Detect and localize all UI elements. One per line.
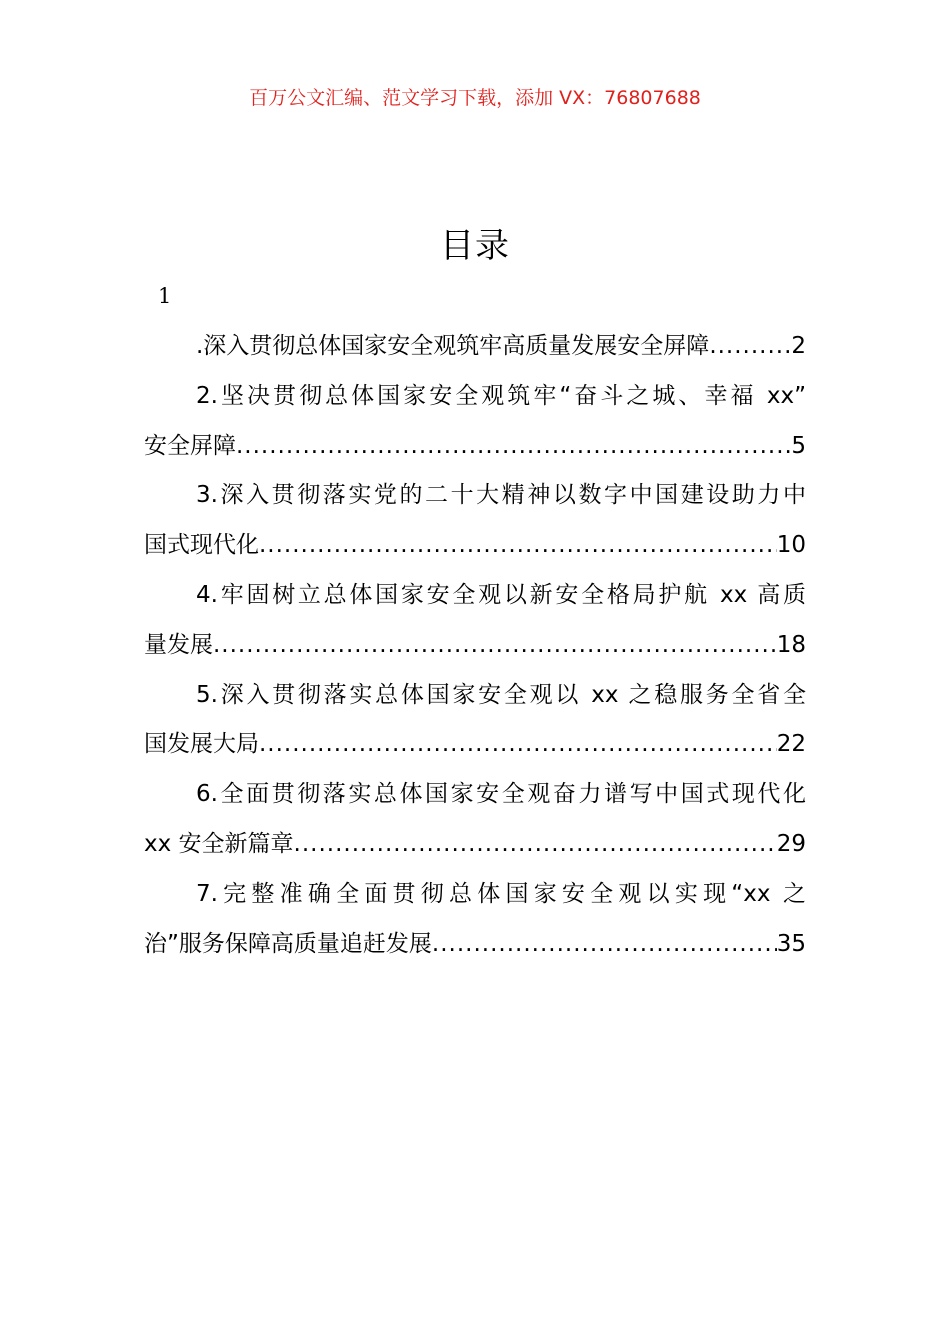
toc-entry-title-cont: 量发展 <box>144 631 213 658</box>
toc-entry-line <box>144 422 806 472</box>
toc-entry-6[interactable] <box>144 770 806 870</box>
toc-entry-title: 3.深入贯彻落实党的二十大精神以数字中国建设助力中 <box>196 482 806 509</box>
toc-entry-title: 4.牢固树立总体国家安全观以新安全格局护航 xx 高质 <box>196 581 806 608</box>
toc-entry-title: 2.坚决贯彻总体国家安全观筑牢“奋斗之城、幸福 xx” <box>196 382 806 409</box>
toc-entry-line <box>144 820 806 870</box>
toc-entry-line <box>144 322 806 372</box>
toc-page-number: 29 <box>776 830 806 857</box>
toc-page-number: 2 <box>791 333 806 359</box>
toc-leader-dots <box>213 621 777 671</box>
toc-entry-title-cont: 治”服务保障高质量追赶发展 <box>144 930 432 957</box>
table-of-contents <box>144 322 806 969</box>
toc-entry-1[interactable] <box>144 322 806 372</box>
toc-entry-title-cont: xx 安全新篇章 <box>144 830 294 857</box>
toc-page-number: 35 <box>776 930 806 957</box>
toc-entry-2[interactable] <box>144 372 806 472</box>
toc-leader-dots <box>432 920 777 970</box>
toc-leader-dots <box>294 820 777 870</box>
toc-page-number: 18 <box>776 631 806 658</box>
toc-leader-dots <box>259 720 777 770</box>
header-banner: 百万公文汇编、范文学习下载，添加 VX：76807688 <box>249 87 701 109</box>
page-title: 目录 <box>440 226 510 266</box>
toc-leader-dots <box>709 322 791 372</box>
toc-leader-dots <box>236 422 791 472</box>
toc-entry-title: 7.完整准确全面贯彻总体国家安全观以实现“xx 之 <box>196 880 806 907</box>
toc-entry-title-cont: 国式现代化 <box>144 532 259 559</box>
toc-entry-title-cont: 国发展大局 <box>144 731 259 758</box>
toc-entry-title-cont: 安全屏障 <box>144 432 236 459</box>
toc-page-number: 22 <box>776 731 806 758</box>
toc-entry-line <box>144 720 806 770</box>
toc-entry-5[interactable] <box>144 671 806 771</box>
toc-entry-line <box>144 621 806 671</box>
toc-page-number: 5 <box>791 432 806 459</box>
page-number: 1 <box>158 284 172 308</box>
toc-entry-title: 5.深入贯彻落实总体国家安全观以 xx 之稳服务全省全 <box>196 681 806 708</box>
toc-page-number: 10 <box>776 532 806 559</box>
toc-entry-line <box>144 521 806 571</box>
toc-entry-title: .深入贯彻总体国家安全观筑牢高质量发展安全屏障 <box>196 333 710 359</box>
toc-entry-7[interactable] <box>144 870 806 970</box>
toc-leader-dots <box>259 521 777 571</box>
toc-entry-3[interactable] <box>144 471 806 571</box>
toc-entry-title: 6.全面贯彻落实总体国家安全观奋力谱写中国式现代化 <box>196 781 806 808</box>
toc-entry-line <box>144 920 806 970</box>
toc-entry-4[interactable] <box>144 571 806 671</box>
